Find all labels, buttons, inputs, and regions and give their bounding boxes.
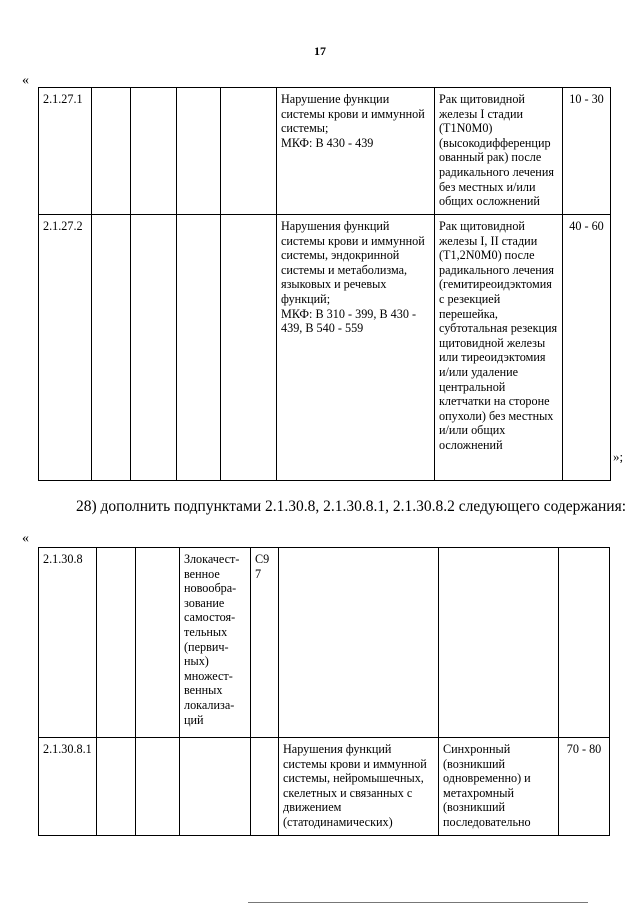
row-code: 2.1.30.8.1 xyxy=(39,738,97,836)
empty-cell xyxy=(92,215,131,481)
disease-class-cell xyxy=(180,738,251,836)
empty-cell xyxy=(221,88,277,215)
icd-code-cell: C97 xyxy=(251,548,279,738)
percent-cell: 40 - 60 xyxy=(563,215,611,481)
empty-cell xyxy=(92,88,131,215)
empty-cell xyxy=(97,738,136,836)
percent-cell xyxy=(559,548,610,738)
closing-quote: »; xyxy=(613,449,624,464)
opening-quote-2: « xyxy=(22,531,29,546)
percent-cell: 10 - 30 xyxy=(563,88,611,215)
impairment-cell xyxy=(279,548,439,738)
percent-cell: 70 - 80 xyxy=(559,738,610,836)
impairment-cell: Нарушения функций системы крови и иммунной системы, нейромышечных, скелетных и связанных с движением (статодинамических) xyxy=(279,738,439,836)
table-row xyxy=(39,548,610,738)
empty-cell xyxy=(221,215,277,481)
page-number: 17 xyxy=(314,44,326,58)
table-row xyxy=(39,215,611,481)
empty-cell xyxy=(177,215,221,481)
empty-cell xyxy=(177,88,221,215)
empty-cell xyxy=(131,88,177,215)
amendment-paragraph: 28) дополнить подпунктами 2.1.30.8, 2.1.30.8.1, 2.1.30.8.2 следующего содержания: xyxy=(76,498,627,515)
icd-code-cell xyxy=(251,738,279,836)
opening-quote-1: « xyxy=(22,73,29,88)
disease-class-cell: Злокачест- венное новообра- зование самостоя- тельных (первич- ных) множест- венных локализа- ций xyxy=(180,548,251,738)
row-code: 2.1.27.1 xyxy=(39,88,92,215)
row-code: 2.1.30.8 xyxy=(39,548,97,738)
empty-cell xyxy=(136,548,180,738)
row-code: 2.1.27.2 xyxy=(39,215,92,481)
condition-cell: Рак щитовидной железы I, II стадии (T1,2N0M0) после радикального лечения (гемитиреоидэктомия с резекцией перешейка, субтотальная резекция щитовидной железы или тиреоидэктомия и/или удаление центральной клетчатки на стороне опухоли) без местных и/или общих осложнений xyxy=(435,215,563,481)
impairment-cell: Нарушение функции системы крови и иммунной системы; МКФ: В 430 - 439 xyxy=(277,88,435,215)
table-fragment-1 xyxy=(38,87,611,481)
page-edge-line xyxy=(248,902,588,903)
table-fragment-2 xyxy=(38,547,610,836)
empty-cell xyxy=(136,738,180,836)
empty-cell xyxy=(97,548,136,738)
condition-cell xyxy=(439,548,559,738)
table-row xyxy=(39,738,610,836)
condition-cell: Синхронный (возникший одновременно) и метахромный (возникший последовательно xyxy=(439,738,559,836)
impairment-cell: Нарушения функций системы крови и иммунной системы, эндокринной системы и метаболизма, языковых и речевых функций; МКФ: В 310 - 399, В 430 - 439, В 540 - 559 xyxy=(277,215,435,481)
empty-cell xyxy=(131,215,177,481)
table-row xyxy=(39,88,611,215)
condition-cell: Рак щитовидной железы I стадии (T1N0M0) (высокодифференцир ованный рак) после радикального лечения без местных и/или общих осложнений xyxy=(435,88,563,215)
